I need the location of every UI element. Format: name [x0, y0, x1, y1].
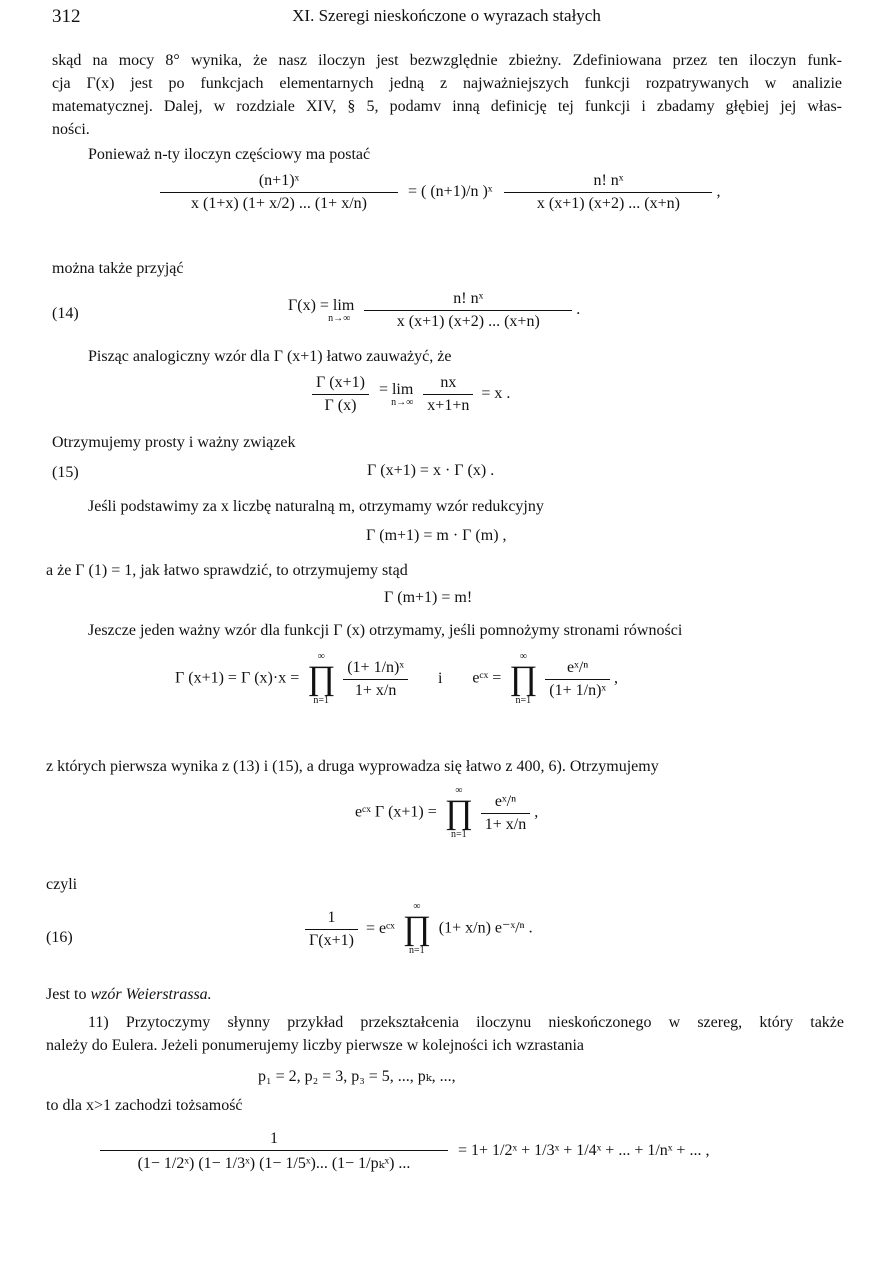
equation-15: Γ (x+1) = x · Γ (x) .: [367, 462, 495, 479]
fraction-pair-2: [545, 659, 610, 700]
equation-14: [288, 290, 580, 331]
euler-den: (1− 1/2ˣ) (1− 1/3ˣ) (1− 1/5ˣ)... (1− 1/pₖˣ) ...: [137, 1155, 411, 1172]
equation-period: .: [576, 301, 581, 319]
rhs-16: (1+ x/n) e⁻ˣ/ⁿ .: [438, 919, 533, 937]
num-16: 1: [305, 909, 358, 930]
para-4: Pisząc analogiczny wzór dla Γ (x+1) łatwo zauważyć, że: [88, 348, 452, 365]
rhs-denominator: x (x+1) (x+2) ... (x+n): [536, 195, 680, 212]
para-2: Ponieważ n-ty iloczyn częściowy ma postać: [88, 146, 371, 163]
page-number: 312: [52, 6, 81, 27]
para-12-line-1: 11) Przytoczymy słynny przykład przekształcenia iloczynu nieskończonego w szereg, który także: [88, 1014, 844, 1031]
product-operator-1: [307, 652, 335, 706]
pair-den-1: 1+ x/n: [354, 681, 397, 699]
euler-num: 1: [100, 1130, 448, 1151]
prod-bot-2: n=1: [515, 695, 532, 706]
para-8: Jeszcze jeden ważny wzór dla funkcji Γ (x) otrzymamy, jeśli pomnożymy stronami równości: [88, 622, 683, 639]
comb-den: 1+ x/n: [484, 815, 527, 833]
fraction-euler: [100, 1130, 448, 1173]
lhs-numerator: (n+1)ˣ: [160, 172, 398, 193]
para-1-line-4: ności.: [52, 121, 90, 138]
equation-label-16: (16): [46, 929, 73, 946]
fraction-14: [364, 290, 572, 331]
lhs-denominator: x (1+x) (1+ x/2) ... (1+ x/n): [191, 195, 367, 212]
rhs-num: nx: [423, 374, 473, 395]
prod-bot-3: n=1: [450, 829, 467, 840]
euler-rhs: = 1+ 1/2ˣ + 1/3ˣ + 1/4ˣ + ... + 1/nˣ + ... ,: [458, 1142, 710, 1160]
limit-subscript: n→∞: [328, 312, 351, 324]
para-3: można także przyjąć: [52, 260, 184, 277]
running-header: [52, 6, 841, 30]
para-1-line-2: cja Γ(x) jest po funkcjach elementarnych jedną z najważniejszych funkcji rozpatrywanych w analizie: [52, 75, 842, 92]
equation-label-15: (15): [52, 464, 79, 481]
para-7: a że Γ (1) = 1, jak łatwo sprawdzić, to otrzymujemy stąd: [46, 562, 408, 579]
equation-label-14: (14): [52, 305, 79, 322]
product-sign-3: ∏: [444, 794, 473, 831]
product-operator-4: [403, 902, 431, 956]
comb-num: eˣ/ⁿ: [481, 793, 530, 814]
equation-pair: [175, 652, 618, 706]
running-title: XI. Szeregi nieskończone o wyrazach stałych: [292, 6, 601, 25]
gamma-lim: Γ(x) = lim: [288, 296, 355, 314]
fraction-lhs: [160, 172, 398, 213]
product-sign-1: ∏: [307, 660, 336, 697]
fraction-16: [305, 909, 358, 950]
lim-text: = lim: [378, 380, 414, 398]
product-sign-2: ∏: [509, 660, 538, 697]
pair-num-2: eˣ/ⁿ: [545, 659, 610, 680]
product-sign-4: ∏: [402, 910, 431, 947]
para-12-line-2: należy do Eulera. Jeżeli ponumerujemy liczby pierwsze w kolejności ich wzrastania: [46, 1037, 585, 1054]
equation-comma: ,: [716, 183, 721, 201]
weierstrass-formula-name: wzór Weierstrassa.: [90, 986, 212, 1003]
middle-term: = ( (n+1)/n )ˣ: [408, 183, 493, 201]
product-operator-2: [509, 652, 537, 706]
equation-16: [305, 902, 533, 956]
equation-ratio: [312, 374, 510, 415]
pair-comma: ,: [614, 669, 619, 687]
numerator-14: n! nˣ: [364, 290, 572, 311]
equals-x: = x .: [481, 385, 511, 403]
para-5: Otrzymujemy prosty i ważny związek: [52, 434, 296, 451]
prod-top-4: ∞: [413, 901, 421, 912]
equation-factorial: Γ (m+1) = m!: [384, 589, 473, 606]
fraction-ratio: [312, 374, 369, 415]
limit-operator-ratio: [379, 382, 413, 408]
pair-num-1: (1+ 1/n)ˣ: [343, 659, 408, 680]
rhs-numerator: n! nˣ: [504, 172, 712, 193]
product-operator-3: [445, 786, 473, 840]
lim-subscript: n→∞: [391, 396, 414, 408]
para-9: z których pierwsza wynika z (13) i (15), a druga wyprowadza się łatwo z 400, 6). Otrzymujemy: [46, 758, 659, 775]
equation-primes: p₁ = 2, p₂ = 3, p₃ = 5, ..., pₖ, ...,: [258, 1068, 456, 1085]
equation-euler-product: [100, 1130, 709, 1173]
pair-lhs-2: eᶜˣ =: [472, 669, 502, 687]
denominator-14: x (x+1) (x+2) ... (x+n): [396, 313, 540, 330]
pair-den-2: (1+ 1/n)ˣ: [549, 681, 607, 699]
fraction-rhs-ratio: [423, 374, 473, 415]
equation-partial-product: [160, 172, 720, 213]
para-11-text: Jest to: [46, 986, 91, 1003]
prod-top-1: ∞: [317, 651, 325, 662]
den-16: Γ(x+1): [309, 931, 354, 949]
ratio-denominator: Γ (x): [324, 397, 357, 414]
limit-operator: [288, 298, 354, 324]
comb-comma: ,: [534, 803, 539, 821]
fraction-rhs: [504, 172, 712, 213]
comb-lhs: eᶜˣ Γ (x+1) =: [355, 803, 437, 821]
prod-top-2: ∞: [519, 651, 527, 662]
equation-reduction: Γ (m+1) = m · Γ (m) ,: [366, 527, 507, 544]
conjunction-i: i: [437, 669, 443, 687]
para-11: [46, 984, 212, 1006]
prod-top-3: ∞: [455, 785, 463, 796]
para-13: to dla x>1 zachodzi tożsamość: [46, 1097, 243, 1114]
para-1-line-1: skąd na mocy 8° wynika, że nasz iloczyn jest bezwzględnie zbieżny. Zdefiniowana przez ten iloczyn funk-: [52, 52, 842, 69]
fraction-pair-1: [343, 659, 408, 700]
para-10: czyli: [46, 876, 78, 893]
mid-16: = eᶜˣ: [365, 919, 395, 937]
fraction-comb: [481, 793, 530, 834]
pair-lhs: Γ (x+1) = Γ (x)·x =: [175, 669, 300, 687]
prod-bot-1: n=1: [313, 695, 330, 706]
equation-combined: [355, 786, 538, 840]
prod-bot-4: n=1: [408, 945, 425, 956]
ratio-numerator: Γ (x+1): [312, 374, 369, 395]
para-6: Jeśli podstawimy za x liczbę naturalną m, otrzymamy wzór redukcyjny: [88, 498, 544, 515]
rhs-den: x+1+n: [427, 397, 470, 414]
para-1-line-3: matematycznej. Dalej, w rozdziale XIV, § 5, podamv inną definicję tej funkcji i zbadamy głębiej jej włas-: [52, 98, 842, 115]
